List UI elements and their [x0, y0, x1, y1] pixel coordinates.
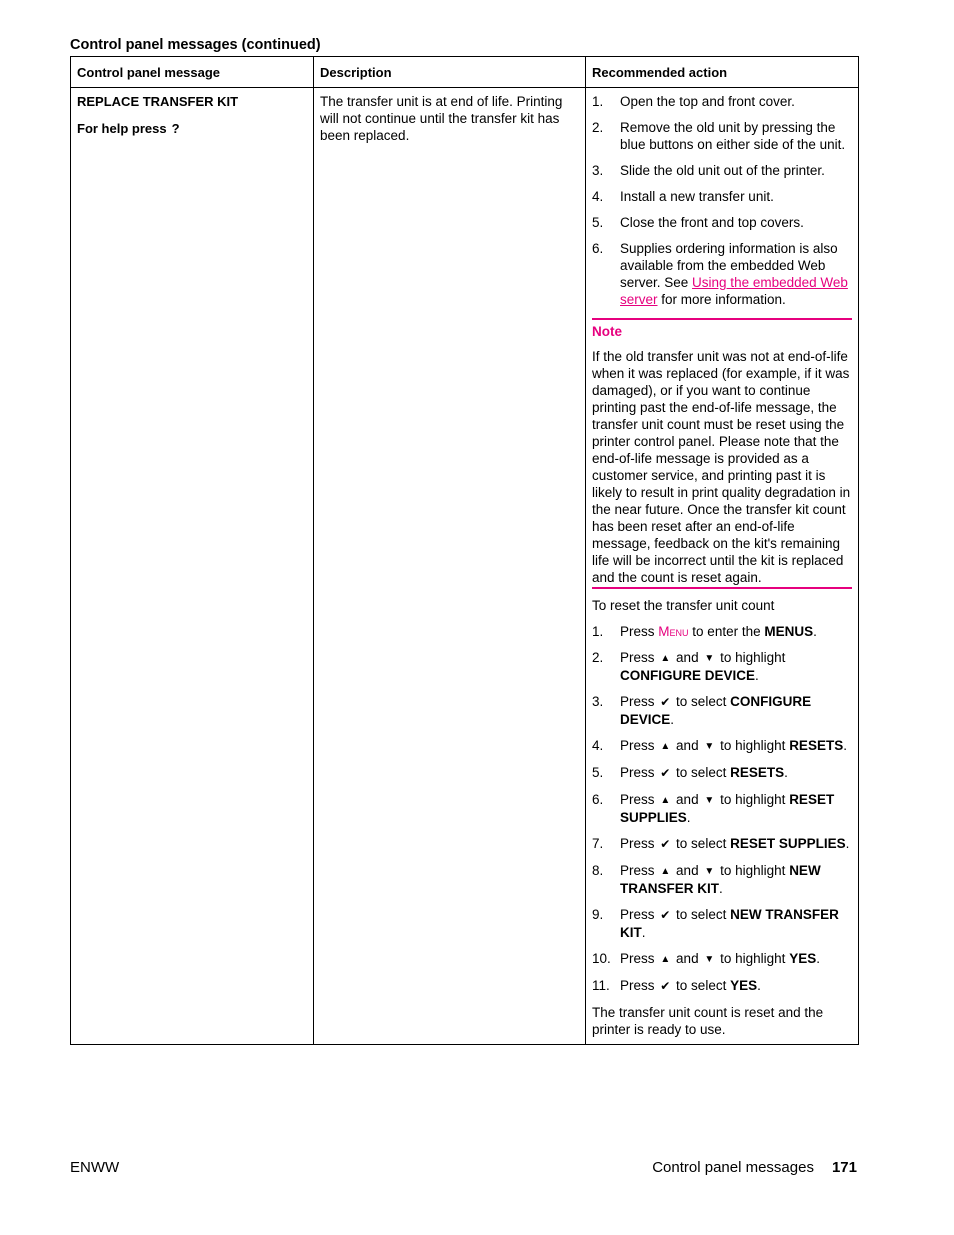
list-item: [592, 162, 852, 179]
step-text: Install a new transfer unit.: [620, 189, 774, 204]
step-text: Press ▲ and ▼ to highlight NEW TRANSFER KIT.: [620, 863, 821, 896]
note-label: Note: [592, 324, 622, 339]
step-text-part: for more information.: [657, 292, 786, 307]
description-cell: The transfer unit is at end of life. Printing will not continue until the transfer kit has been replaced.: [314, 88, 586, 1045]
list-item: [592, 240, 852, 308]
checkmark-icon: ✔: [660, 766, 671, 780]
footer-section-title: Control panel messages: [652, 1159, 814, 1176]
list-item: [592, 977, 852, 995]
step-number: 2.: [592, 120, 604, 135]
step-text: Press ▲ and ▼ to highlight RESET SUPPLIES.: [620, 792, 835, 825]
list-item: [592, 950, 852, 968]
list-item: [592, 214, 852, 231]
step-number: 1.: [592, 94, 604, 109]
table-caption: Control panel messages (continued): [70, 37, 321, 53]
note-box: [592, 318, 852, 589]
list-item: [592, 119, 852, 153]
help-label: For help press: [77, 121, 167, 136]
list-item: [592, 93, 852, 110]
step-text: Press ✔ to select CONFIGURE DEVICE.: [620, 694, 812, 727]
list-item: [592, 693, 852, 728]
step-number: 6.: [592, 792, 604, 807]
reset-intro: To reset the transfer unit count: [592, 598, 775, 613]
list-item: [592, 623, 852, 640]
step-text: Press ✔ to select RESET SUPPLIES.: [620, 836, 850, 851]
down-arrow-icon: ▼: [704, 954, 715, 965]
reset-steps-list: [592, 623, 852, 995]
step-number: 8.: [592, 863, 604, 878]
step-text: Remove the old unit by pressing the blue buttons on either side of the unit.: [620, 120, 846, 152]
down-arrow-icon: ▼: [704, 866, 715, 877]
up-arrow-icon: ▲: [660, 653, 671, 664]
step-number: 4.: [592, 738, 604, 753]
header-recommended-action: Recommended action: [586, 57, 859, 88]
down-arrow-icon: ▼: [704, 795, 715, 806]
checkmark-icon: ✔: [660, 837, 671, 851]
checkmark-icon: ✔: [660, 979, 671, 993]
step-text: Press ▲ and ▼ to highlight RESETS.: [620, 738, 847, 753]
step-number: 5.: [592, 765, 604, 780]
help-icon: ?: [171, 121, 180, 136]
footer-edition: ENWW: [70, 1159, 120, 1176]
step-number: 6.: [592, 241, 604, 256]
step-text: Close the front and top covers.: [620, 215, 804, 230]
step-number: 3.: [592, 163, 604, 178]
step-number: 1.: [592, 624, 604, 639]
step-text: Slide the old unit out of the printer.: [620, 163, 825, 178]
step-number: 2.: [592, 650, 604, 665]
header-description: Description: [314, 57, 586, 88]
step-text: Open the top and front cover.: [620, 94, 795, 109]
list-item: [592, 862, 852, 897]
step-text: Press ▲ and ▼ to highlight YES.: [620, 951, 820, 966]
up-arrow-icon: ▲: [660, 954, 671, 965]
list-item: [592, 649, 852, 684]
down-arrow-icon: ▼: [704, 653, 715, 664]
note-text: If the old transfer unit was not at end-of-life when it was replaced (for example, if it was damaged), or if you want to continue printing past the end-of-life message, the transfer unit count must be reset using the printer control panel. Please note that the end-of-life message is provided as a customer service, and printing past it is likely to result in print quality degradation in the near future. Once the transfer kit count has been reset after an end-of-life message, feedback on the kit's remaining life will be incorrect until the kit is replaced and the count is reset again.: [592, 349, 851, 585]
step-text-part: Supplies ordering information is also available from the embedded Web server. See: [620, 241, 838, 290]
list-item: [592, 906, 852, 941]
recommended-action-cell: [586, 88, 859, 1045]
step-number: 10.: [592, 951, 611, 966]
step-text: Press ▲ and ▼ to highlight CONFIGURE DEVICE.: [620, 650, 786, 683]
menu-key-label: Menu: [658, 624, 689, 639]
checkmark-icon: ✔: [660, 695, 671, 709]
step-text: Press ✔ to select YES.: [620, 978, 761, 993]
step-number: 11.: [592, 978, 610, 993]
footer-section: [652, 1159, 857, 1176]
step-number: 3.: [592, 694, 604, 709]
embedded-web-server-link[interactable]: Using the embedded Web server: [620, 275, 848, 307]
list-item: [592, 835, 852, 853]
down-arrow-icon: ▼: [704, 741, 715, 752]
list-item: [592, 737, 852, 755]
table-header-row: [71, 57, 859, 88]
up-arrow-icon: ▲: [660, 741, 671, 752]
up-arrow-icon: ▲: [660, 795, 671, 806]
message-text: REPLACE TRANSFER KIT: [77, 94, 239, 109]
table-row: [71, 88, 859, 1045]
checkmark-icon: ✔: [660, 908, 671, 922]
header-control-panel-message: Control panel message: [71, 57, 314, 88]
step-number: 7.: [592, 836, 604, 851]
list-item: [592, 188, 852, 205]
step-text: [620, 240, 852, 308]
replace-steps-list: [592, 93, 852, 308]
step-number: 4.: [592, 189, 604, 204]
step-text: Press ✔ to select RESETS.: [620, 765, 788, 780]
closing-text: The transfer unit count is reset and the printer is ready to use.: [592, 1005, 824, 1037]
up-arrow-icon: ▲: [660, 866, 671, 877]
help-line: [77, 120, 307, 137]
step-text: Press ✔ to select NEW TRANSFER KIT.: [620, 907, 839, 940]
step-number: 5.: [592, 215, 604, 230]
step-number: 9.: [592, 907, 604, 922]
message-cell: [71, 88, 314, 1045]
list-item: [592, 791, 852, 826]
page-number: 171: [831, 1159, 857, 1176]
list-item: [592, 764, 852, 782]
control-panel-messages-table: [70, 56, 859, 1045]
step-text: Press Menu to enter the MENUS.: [620, 624, 817, 639]
